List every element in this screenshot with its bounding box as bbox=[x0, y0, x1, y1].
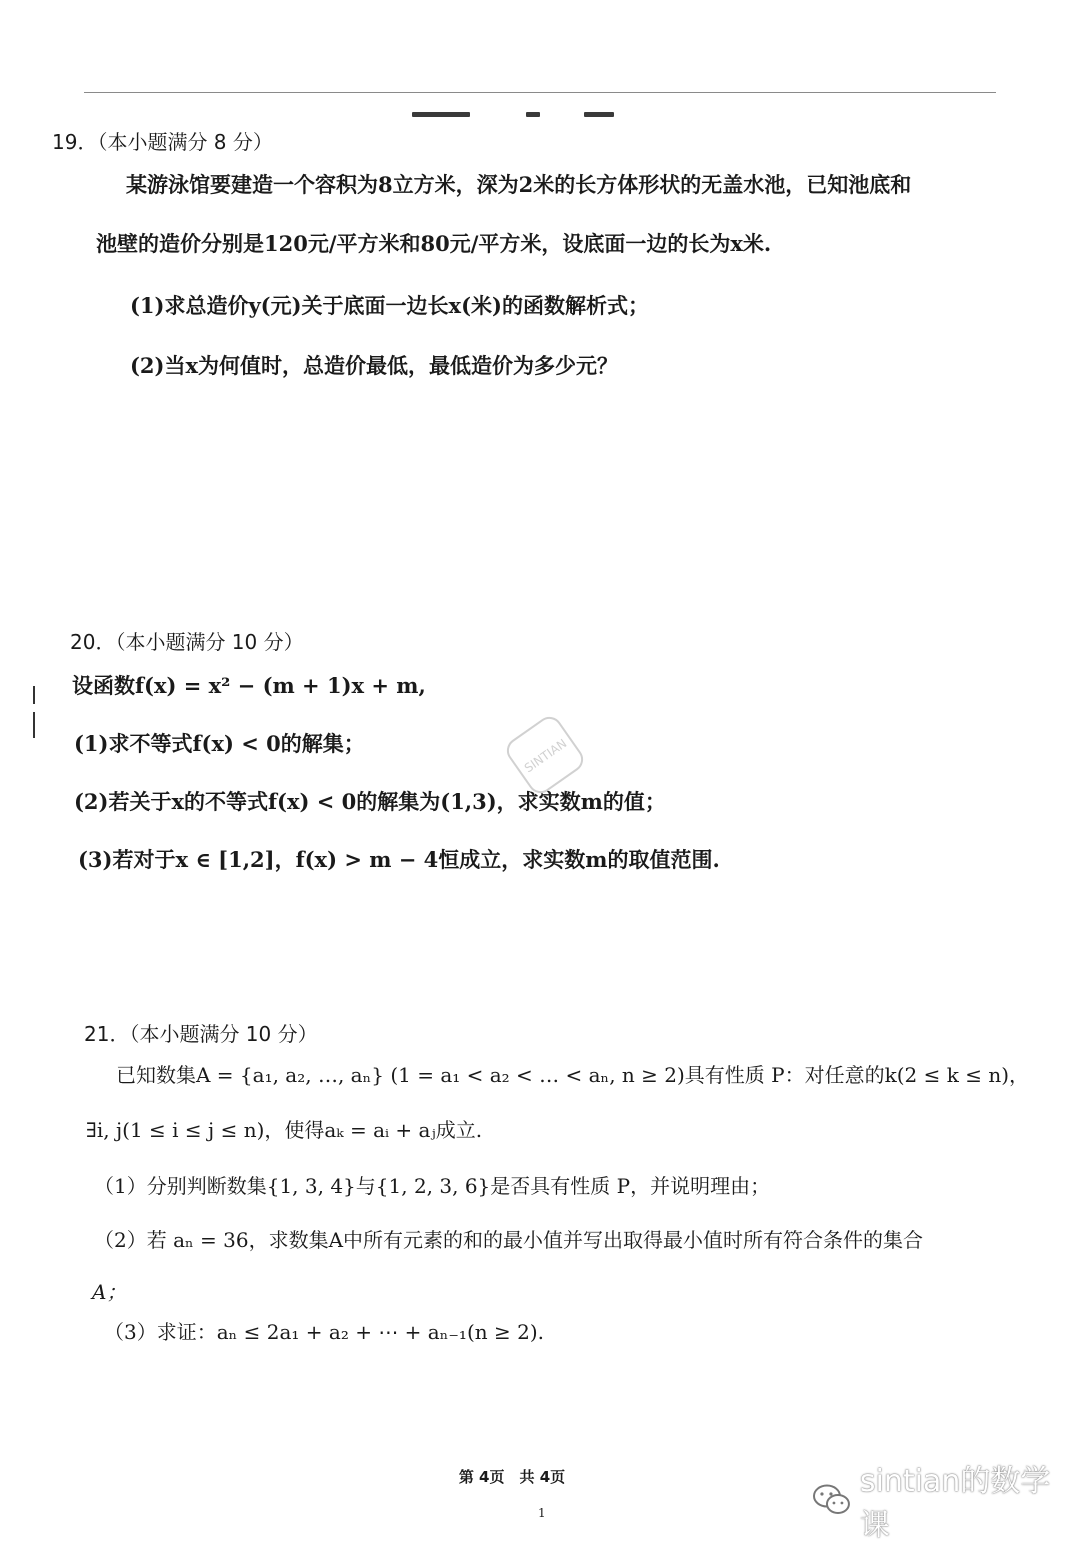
q20-part3: (3)若对于x ∈ [1,2]，f(x) > m − 4恒成立，求实数m的取值范围. bbox=[78, 847, 720, 872]
q20-part1: (1)求不等式f(x) < 0的解集； bbox=[74, 731, 365, 756]
q21-intro-line2: ∃i, j(1 ≤ i ≤ j ≤ n)，使得aₖ = aᵢ + aⱼ成立. bbox=[86, 1118, 483, 1142]
q21-part3: （3）求证：aₙ ≤ 2a₁ + a₂ + ⋯ + aₙ₋₁(n ≥ 2). bbox=[104, 1320, 544, 1344]
binder-mark bbox=[33, 712, 35, 738]
q21-intro-line1: 已知数集A = {a₁, a₂, …, aₙ} (1 = a₁ < a₂ < … < aₙ, n ≥ 2)具有性质 P：对任意的k(2 ≤ k ≤ n)， bbox=[116, 1063, 1030, 1087]
q20-heading: 20．（本小题满分 10 分） bbox=[70, 630, 304, 654]
binder-mark bbox=[33, 686, 35, 704]
q20-part2: (2)若关于x的不等式f(x) < 0的解集为(1,3)，求实数m的值； bbox=[74, 789, 666, 814]
q19-text-line2: 池壁的造价分别是120元/平方米和80元/平方米，设底面一边的长为x米. bbox=[96, 231, 772, 256]
q19-part2: (2)当x为何值时，总造价最低，最低造价为多少元？ bbox=[130, 353, 619, 378]
watermark-text: SINTIAN bbox=[521, 736, 570, 776]
header-cut-mark bbox=[408, 108, 628, 118]
q21-heading: 21．（本小题满分 10 分） bbox=[84, 1022, 318, 1046]
q19-text-line1: 某游泳馆要建造一个容积为8立方米，深为2米的长方体形状的无盖水池，已知池底和 bbox=[126, 172, 912, 197]
page-number: 1 bbox=[538, 1506, 546, 1520]
q21-part2-line1: （2）若 aₙ = 36，求数集A中所有元素的和的最小值并写出取得最小值时所有符合条件的集合 bbox=[94, 1228, 924, 1252]
brand-text: sintian的数学课 bbox=[859, 1464, 1051, 1543]
page-label: 第 4页 共 4页 bbox=[458, 1468, 566, 1486]
q21-part2-line2: A； bbox=[92, 1280, 127, 1304]
wechat-icon bbox=[812, 1483, 852, 1517]
brand-watermark bbox=[812, 1456, 1080, 1544]
q19-part1: (1)求总造价y(元)关于底面一边长x(米)的函数解析式； bbox=[130, 293, 649, 318]
q20-intro: 设函数f(x) = x² − (m + 1)x + m, bbox=[72, 673, 426, 698]
q19-heading: 19．（本小题满分 8 分） bbox=[52, 130, 273, 154]
header-rule bbox=[84, 92, 996, 93]
q21-part1: （1）分别判断数集{1, 3, 4}与{1, 2, 3, 6}是否具有性质 P，并说明理由； bbox=[94, 1174, 771, 1198]
